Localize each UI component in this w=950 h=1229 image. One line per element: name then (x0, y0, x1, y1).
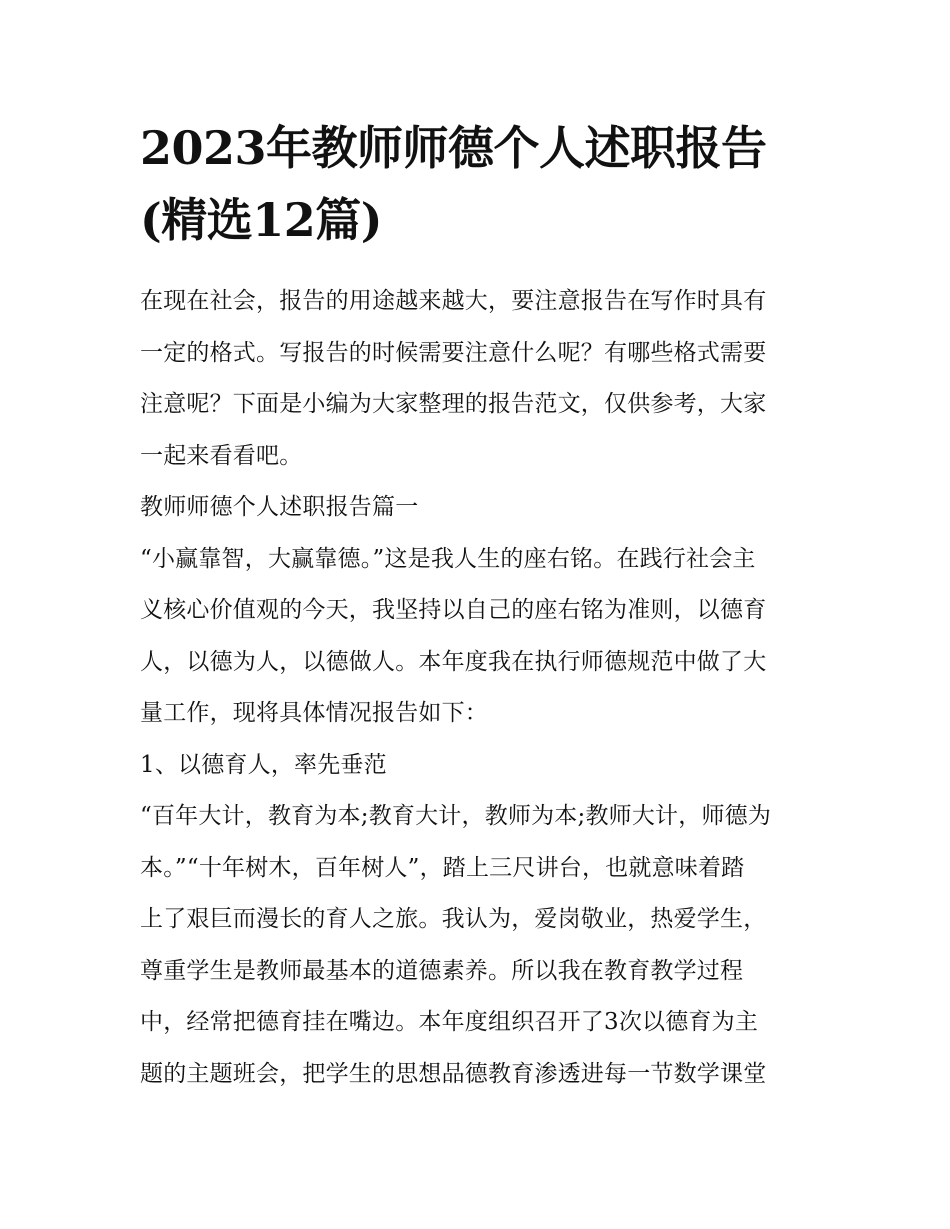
subheading-text: 1、以德育人，率先垂范 (140, 751, 387, 778)
paragraph-2 (140, 791, 812, 1100)
text-line: 题的主题班会，把学生的思想品德教育渗透进每一节数学课堂 (140, 1060, 767, 1087)
text-line: 义核心价值观的今天，我坚持以自己的座右铭为准则，以德育 (140, 597, 767, 623)
section-heading (140, 482, 812, 534)
intro-paragraph (140, 276, 812, 482)
document-content (140, 112, 812, 1100)
text-line: 量工作，现将具体情况报告如下： (140, 700, 488, 726)
title-line: (精选12篇) (140, 193, 383, 247)
text-line: 在现在社会，报告的用途越来越大，要注意报告在写作时具有 (140, 288, 767, 314)
text-line: 注意呢？下面是小编为大家整理的报告范文，仅供参考，大家 (140, 391, 767, 417)
text-line: 尊重学生是教师最基本的道德素养。所以我在教育教学过程 (140, 957, 744, 984)
text-line: “百年大计，教育为本;教育大计，教师为本;教师大计，师德为 (140, 803, 772, 829)
section-heading-text: 教师师德个人述职报告篇一 (140, 494, 419, 520)
text-line: 中，经常把德育挂在嘴边。本年度组织召开了3次以德育为主 (140, 1009, 759, 1035)
text-line: 一定的格式。写报告的时候需要注意什么呢？有哪些格式需要 (140, 339, 767, 366)
text-line: 一起来看看吧。 (140, 442, 303, 469)
text-line: “小赢靠智，大赢靠德。”这是我人生的座右铭。在践行社会主 (140, 545, 756, 572)
title-line: 2023年教师师德个人述职报告 (140, 121, 767, 175)
document-title (140, 112, 812, 256)
text-line: 上了艰巨而漫长的育人之旅。我认为，爱岗敬业，热爱学生， (140, 906, 767, 932)
subheading (140, 740, 812, 792)
paragraph-1 (140, 534, 812, 740)
text-line: 人，以德为人，以德做人。本年度我在执行师德规范中做了大 (140, 648, 767, 675)
text-line: 本。”“十年树木，百年树人”，踏上三尺讲台，也就意味着踏 (140, 854, 745, 881)
